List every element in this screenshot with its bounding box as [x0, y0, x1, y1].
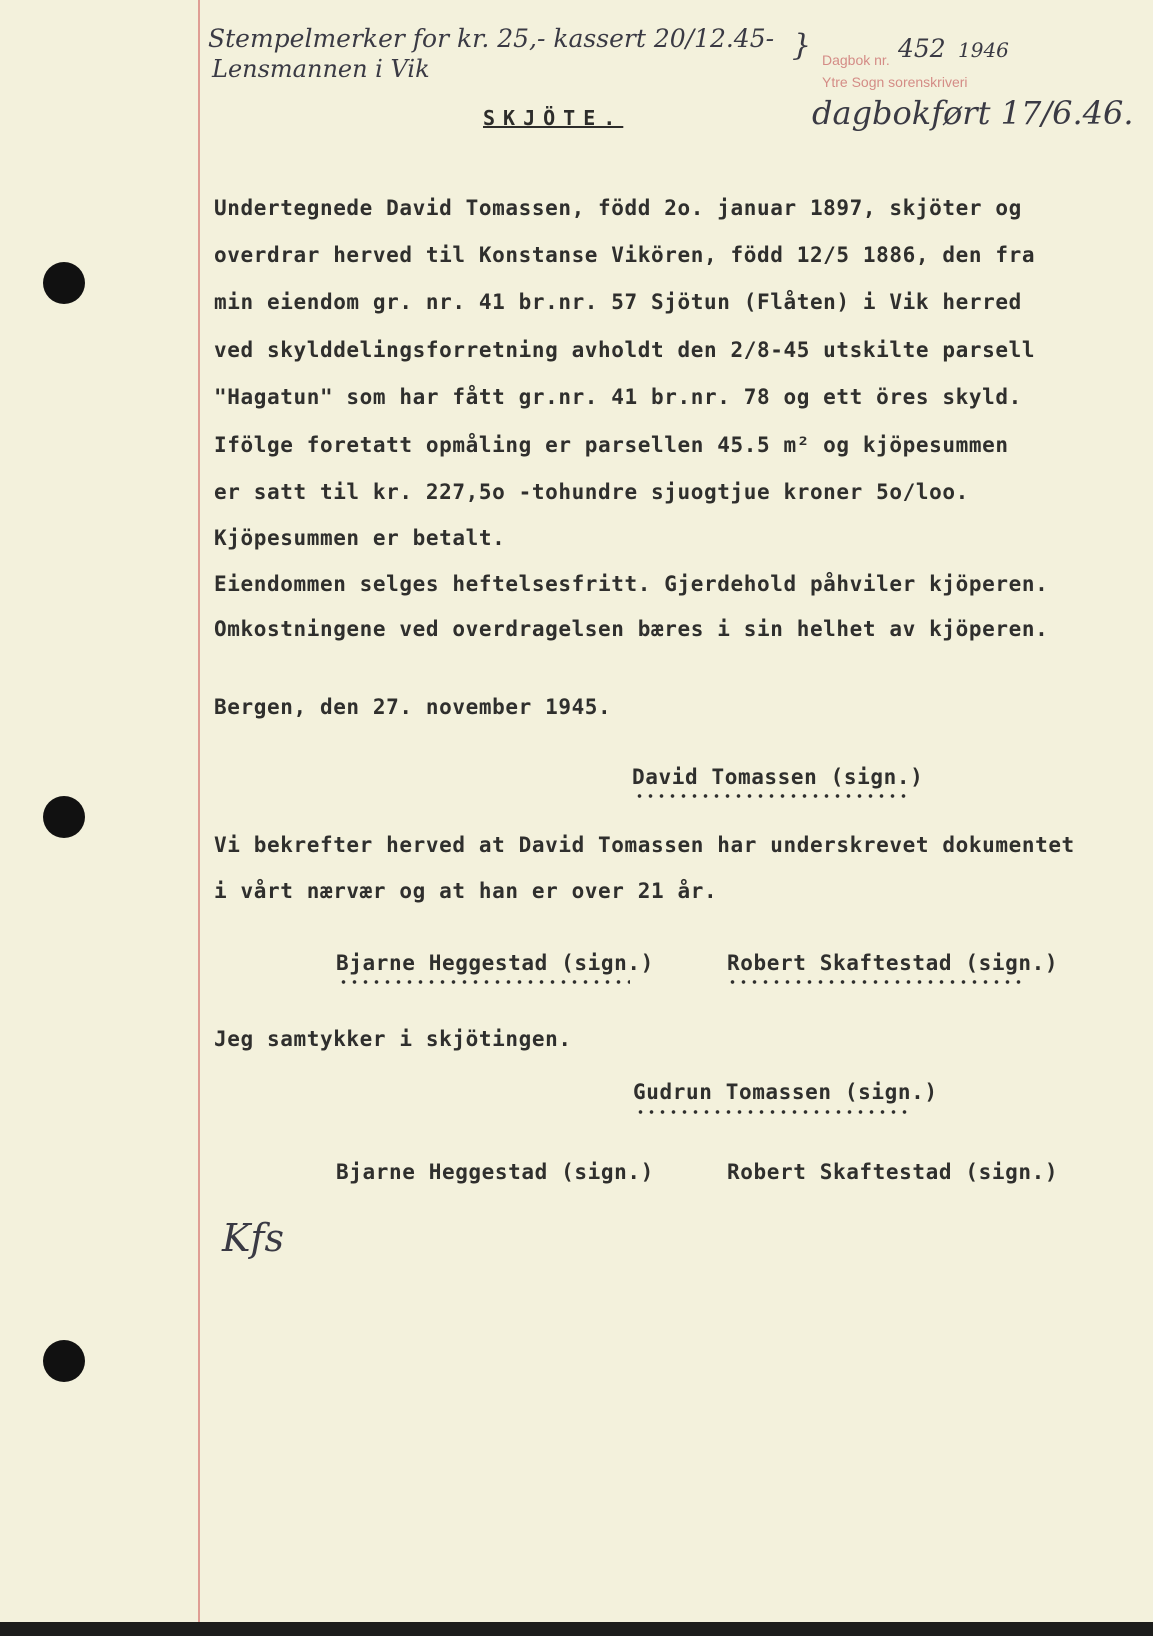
signature-dotted-line — [635, 1110, 912, 1114]
body-line: ved skylddelingsforretning avholdt den 2/8-45 utskilte parsell — [214, 338, 1036, 362]
body-line: min eiendom gr. nr. 41 br.nr. 57 Sjötun (Flåten) i Vik herred — [214, 290, 1022, 314]
signature-dotted-line — [338, 980, 630, 984]
registry-stamp-label: Dagbok nr. — [822, 52, 890, 68]
handwritten-initials: Kfs — [222, 1216, 284, 1260]
body-line: overdrar herved til Konstanse Vikören, född 12/5 1886, den fra — [214, 243, 1036, 267]
witness-statement-line: i vårt nærvær og at han er over 21 år. — [214, 879, 718, 903]
registry-year: 1946 — [958, 38, 1009, 62]
body-line: "Hagatun" som har fått gr.nr. 41 br.nr. 78 og ett öres skyld. — [214, 385, 1022, 409]
seller-signature: David Tomassen (sign.) — [632, 765, 924, 789]
body-line: Eiendommen selges heftelsesfritt. Gjerdehold påhviler kjöperen. — [214, 572, 1049, 596]
handwritten-authority: Lensmannen i Vik — [212, 55, 430, 83]
body-line: Undertegnede David Tomassen, född 2o. januar 1897, skjöter og — [214, 196, 1022, 220]
place-date: Bergen, den 27. november 1945. — [214, 695, 612, 719]
body-line: Omkostningene ved overdragelsen bæres i sin helhet av kjöperen. — [214, 617, 1049, 641]
body-line: Kjöpesummen er betalt. — [214, 526, 506, 550]
handwritten-brace: } — [792, 28, 812, 63]
signature-dotted-line — [634, 794, 909, 798]
punch-hole — [43, 796, 85, 838]
scan-bottom-edge — [0, 1622, 1153, 1636]
spouse-signature: Gudrun Tomassen (sign.) — [633, 1080, 938, 1104]
witness-statement-line: Vi bekrefter herved at David Tomassen har underskrevet dokumentet — [214, 833, 1075, 857]
witness2-signature: Robert Skaftestad (sign.) — [727, 1160, 1059, 1184]
handwritten-stamp-note: Stempelmerker for kr. 25,- kassert 20/12.45- — [208, 24, 775, 53]
body-line: er satt til kr. 227,5o -tohundre sjuogtjue kroner 5o/loo. — [214, 480, 969, 504]
consent-statement: Jeg samtykker i skjötingen. — [214, 1027, 572, 1051]
margin-line — [198, 0, 200, 1636]
punch-hole — [43, 262, 85, 304]
handwritten-registration-date: dagbokført 17/6.46. — [812, 94, 1134, 132]
witness1-signature: Bjarne Heggestad (sign.) — [336, 951, 654, 975]
punch-hole — [43, 1340, 85, 1382]
signature-dotted-line — [727, 980, 1022, 984]
registry-stamp-office: Ytre Sogn sorenskriveri — [822, 74, 968, 90]
registry-number: 452 — [898, 34, 946, 63]
body-line: Ifölge foretatt opmåling er parsellen 45.5 m² og kjöpesummen — [214, 433, 1009, 457]
witness2-signature: Robert Skaftestad (sign.) — [727, 951, 1059, 975]
witness1-signature: Bjarne Heggestad (sign.) — [336, 1160, 654, 1184]
document-title: SKJÖTE. — [483, 106, 624, 130]
